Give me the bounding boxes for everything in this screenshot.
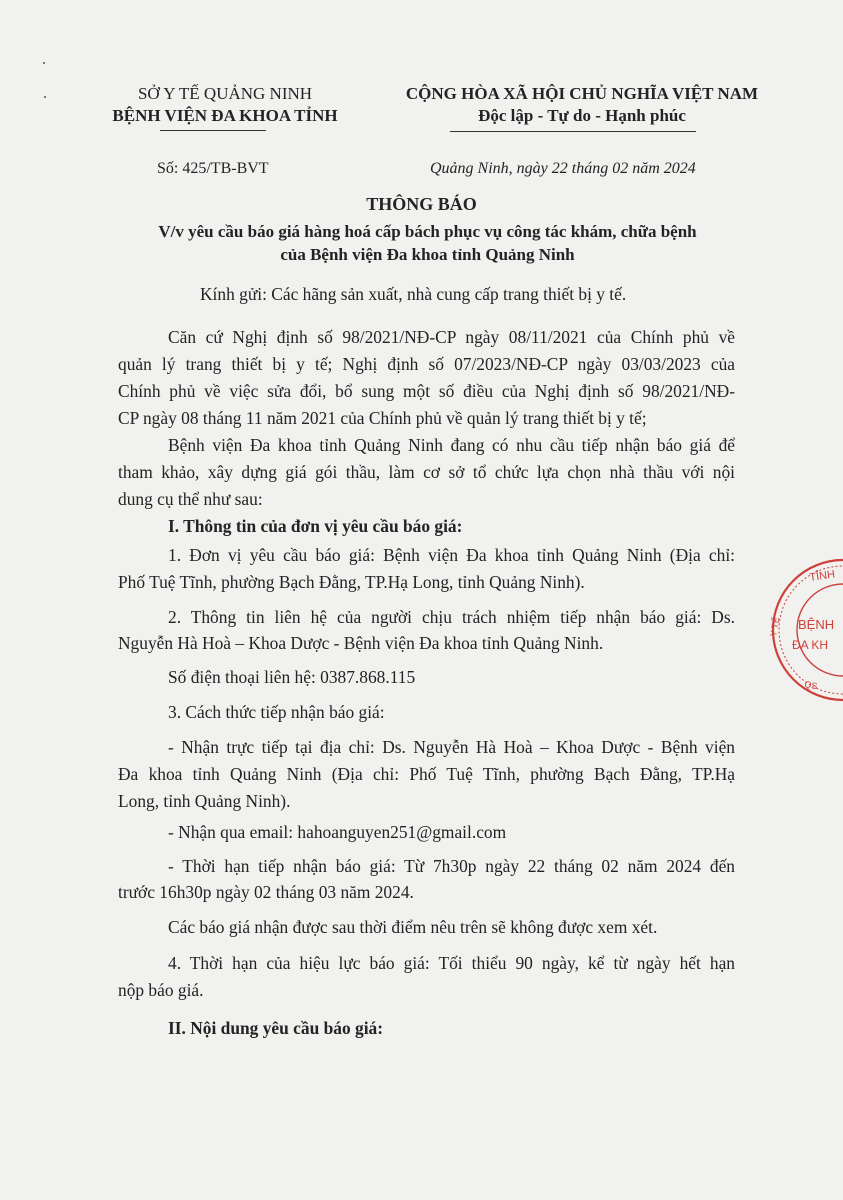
item-2-line: 2. Thông tin liên hệ của người chịu trách nhiệm tiếp nhận báo giá: Ds.	[168, 607, 735, 627]
validity-line: nộp báo giá.	[118, 980, 204, 1000]
intro-line: tham khảo, xây dựng giá gói thầu, làm cơ sở tổ chức lựa chọn nhà thầu với nội	[118, 462, 735, 482]
national-title: CỘNG HÒA XÃ HỘI CHỦ NGHĨA VIỆT NAM	[405, 84, 759, 103]
direct-receipt-line: Đa khoa tỉnh Quảng Ninh (Địa chỉ: Phố Tuệ Tĩnh, phường Bạch Đằng, TP.Hạ	[118, 764, 735, 784]
item-1-line: Phố Tuệ Tĩnh, phường Bạch Đằng, TP.Hạ Long, tỉnh Quảng Ninh).	[118, 572, 585, 592]
direct-receipt-line: Long, tỉnh Quảng Ninh).	[118, 791, 291, 811]
item-2-line: Nguyễn Hà Hoà – Khoa Dược - Bệnh viện Đa khoa tỉnh Quảng Ninh.	[118, 633, 604, 653]
recipient-line: Kính gửi: Các hãng sản xuất, nhà cung cấp trang thiết bị y tế.	[200, 284, 627, 304]
intro-line: dung cụ thể như sau:	[118, 489, 263, 509]
deadline-line: - Thời hạn tiếp nhận báo giá: Từ 7h30p ngày 22 tháng 02 năm 2024 đến	[168, 856, 735, 876]
validity-line: 4. Thời hạn của hiệu lực báo giá: Tối thiểu 90 ngày, kể từ ngày hết hạn	[168, 953, 735, 973]
late-quotation-note: Các báo giá nhận được sau thời điểm nêu trên sẽ không được xem xét.	[168, 917, 658, 937]
document-number: Số: 425/TB-BVT	[157, 160, 269, 177]
legal-basis-line: quản lý trang thiết bị y tế; Nghị định số 07/2023/NĐ-CP ngày 03/03/2023 của	[118, 354, 735, 374]
stamp-text-mid2: ĐA KH	[792, 638, 829, 652]
legal-basis-line: Căn cứ Nghị định số 98/2021/NĐ-CP ngày 08/11/2021 của Chính phủ về	[168, 327, 735, 347]
motto-underline	[450, 131, 696, 132]
stamp-text-bottom: QS	[803, 679, 819, 692]
scan-speck	[44, 96, 46, 98]
item-3-heading: 3. Cách thức tiếp nhận báo giá:	[168, 702, 385, 722]
legal-basis-line: Chính phủ về việc sửa đổi, bổ sung một số điều của Nghị định số 98/2021/NĐ-	[118, 381, 735, 401]
official-seal-stamp	[768, 555, 843, 705]
section-2-heading: II. Nội dung yêu cầu báo giá:	[168, 1018, 384, 1038]
subject-line-2: của Bệnh viện Đa khoa tỉnh Quảng Ninh	[280, 245, 575, 264]
agency-name: SỞ Y TẾ QUẢNG NINH	[137, 84, 313, 103]
left-header-rule	[160, 130, 266, 131]
stamp-text-top: TỈNH	[808, 568, 836, 584]
section-1-heading: I. Thông tin của đơn vị yêu cầu báo giá:	[168, 516, 463, 536]
contact-phone: Số điện thoại liên hệ: 0387.868.115	[168, 667, 416, 687]
national-motto: Độc lập - Tự do - Hạnh phúc	[478, 106, 686, 125]
scan-speck	[43, 62, 45, 64]
deadline-line: trước 16h30p ngày 02 tháng 03 năm 2024.	[118, 882, 414, 902]
intro-line: Bệnh viện Đa khoa tỉnh Quảng Ninh đang có nhu cầu tiếp nhận báo giá để	[168, 435, 735, 455]
subject-line-1: V/v yêu cầu báo giá hàng hoá cấp bách phục vụ công tác khám, chữa bệnh	[158, 222, 697, 241]
stamp-text-mid1: BỆNH	[798, 617, 835, 632]
email-line: - Nhận qua email: hahoanguyen251@gmail.com	[168, 822, 507, 842]
document-title: THÔNG BÁO	[366, 194, 477, 214]
item-1-line: 1. Đơn vị yêu cầu báo giá: Bệnh viện Đa khoa tỉnh Quảng Ninh (Địa chỉ:	[168, 545, 735, 565]
stamp-text-left: Y TẾ	[768, 616, 782, 638]
hospital-name: BỆNH VIỆN ĐA KHOA TỈNH	[112, 106, 338, 125]
place-date: Quảng Ninh, ngày 22 tháng 02 năm 2024	[430, 160, 696, 177]
legal-basis-line: CP ngày 08 tháng 11 năm 2021 của Chính phủ về quản lý trang thiết bị y tế;	[118, 408, 647, 428]
direct-receipt-line: - Nhận trực tiếp tại địa chỉ: Ds. Nguyễn Hà Hoà – Khoa Dược - Bệnh viện	[168, 737, 735, 757]
